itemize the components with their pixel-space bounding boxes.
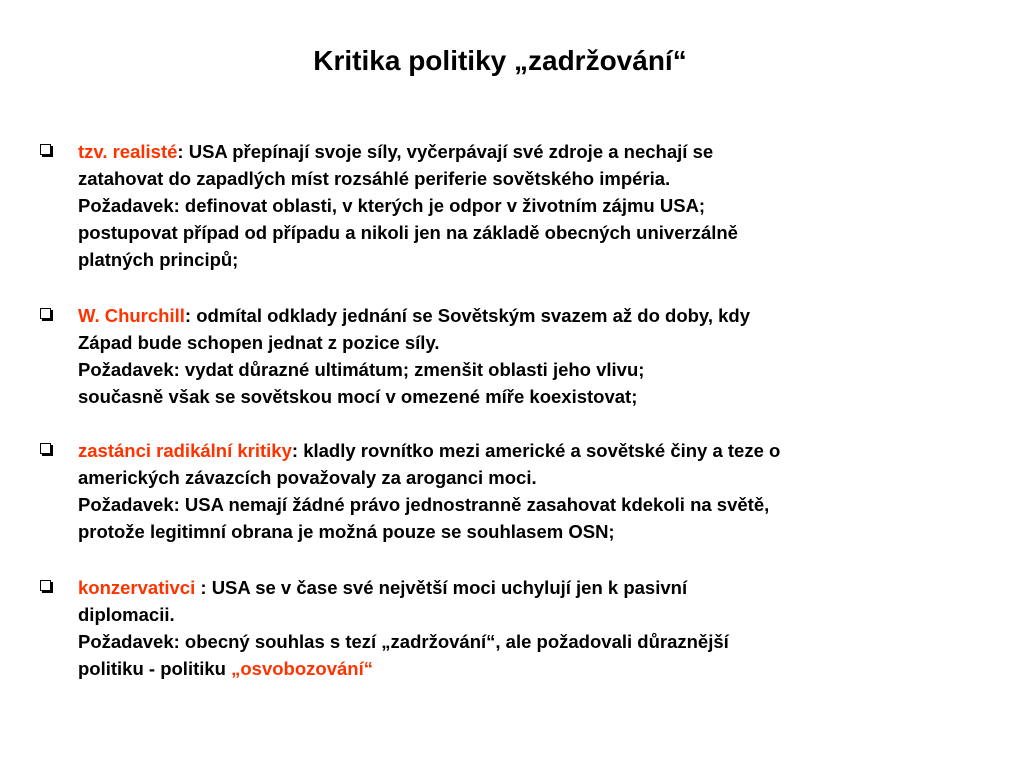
bullet-term: konzervativci — [78, 577, 196, 598]
bullet-item-radical-critics — [40, 437, 990, 545]
bullet-term: W. Churchill — [78, 305, 185, 326]
bullet-line: protože legitimní obrana je možná pouze se souhlasem OSN; — [78, 521, 615, 542]
term-separator: : — [195, 577, 212, 598]
bullet-item-churchill — [40, 302, 990, 410]
bullet-line — [78, 655, 990, 682]
term-separator: : — [177, 141, 189, 162]
bullet-text — [78, 574, 990, 682]
bullet-item-realists — [40, 138, 990, 273]
bullet-line: zatahovat do zapadlých míst rozsáhlé periferie sovětského impéria. — [78, 168, 671, 189]
slide-title: Kritika politiky „zadržování“ — [313, 45, 687, 76]
bullet-text — [78, 437, 990, 545]
bullet-term: zastánci radikální kritiky — [78, 440, 292, 461]
bullet-line: amerických závazcích považovaly za aroganci moci. — [78, 467, 537, 488]
term-separator: : — [184, 305, 197, 326]
bullet-line — [78, 138, 990, 165]
bullet-text — [78, 138, 990, 273]
bullet-line — [78, 437, 990, 464]
bullet-line: postupovat případ od případu a nikoli jen na základě obecných univerzálně — [78, 222, 738, 243]
bullet-text — [78, 302, 990, 410]
bullet-line: Požadavek: definovat oblasti, v kterých je odpor v životním zájmu USA; — [78, 195, 706, 216]
bullet-line-text: USA přepínají svoje síly, vyčerpávají své zdroje a nechají se — [188, 141, 714, 162]
hollow-square-bullet-icon — [40, 144, 51, 155]
term-separator: : — [291, 440, 304, 461]
hollow-square-bullet-icon — [40, 580, 51, 591]
bullet-line-text: odmítal odklady jednání se Sovětským svazem až do doby, kdy — [196, 305, 751, 326]
bullet-line: Požadavek: USA nemají žádné právo jednostranně zasahovat kdekoli na světě, — [78, 494, 770, 515]
bullet-line-text: politiku - politiku — [78, 658, 232, 679]
bullet-line: Požadavek: vydat důrazné ultimátum; zmenšit oblasti jeho vlivu; — [78, 359, 645, 380]
bullet-line-text: kladly rovnítko mezi americké a sovětské činy a teze o — [303, 440, 781, 461]
bullet-line — [78, 574, 990, 601]
bullet-line: současně však se sovětskou mocí v omezené míře koexistovat; — [78, 386, 638, 407]
bullet-line: diplomacii. — [78, 604, 175, 625]
hollow-square-bullet-icon — [40, 443, 51, 454]
bullet-item-conservatives — [40, 574, 990, 682]
bullet-line: Požadavek: obecný souhlas s tezí „zadržování“, ale požadovali důraznější — [78, 631, 729, 652]
bullet-line: platných principů; — [78, 249, 239, 270]
bullet-line — [78, 302, 990, 329]
bullet-line: Západ bude schopen jednat z pozice síly. — [78, 332, 440, 353]
highlighted-term: „osvobozování“ — [231, 658, 373, 679]
hollow-square-bullet-icon — [40, 308, 51, 319]
bullet-term: tzv. realisté — [78, 141, 178, 162]
bullet-line-text: USA se v čase své největší moci uchylují jen k pasivní — [211, 577, 688, 598]
